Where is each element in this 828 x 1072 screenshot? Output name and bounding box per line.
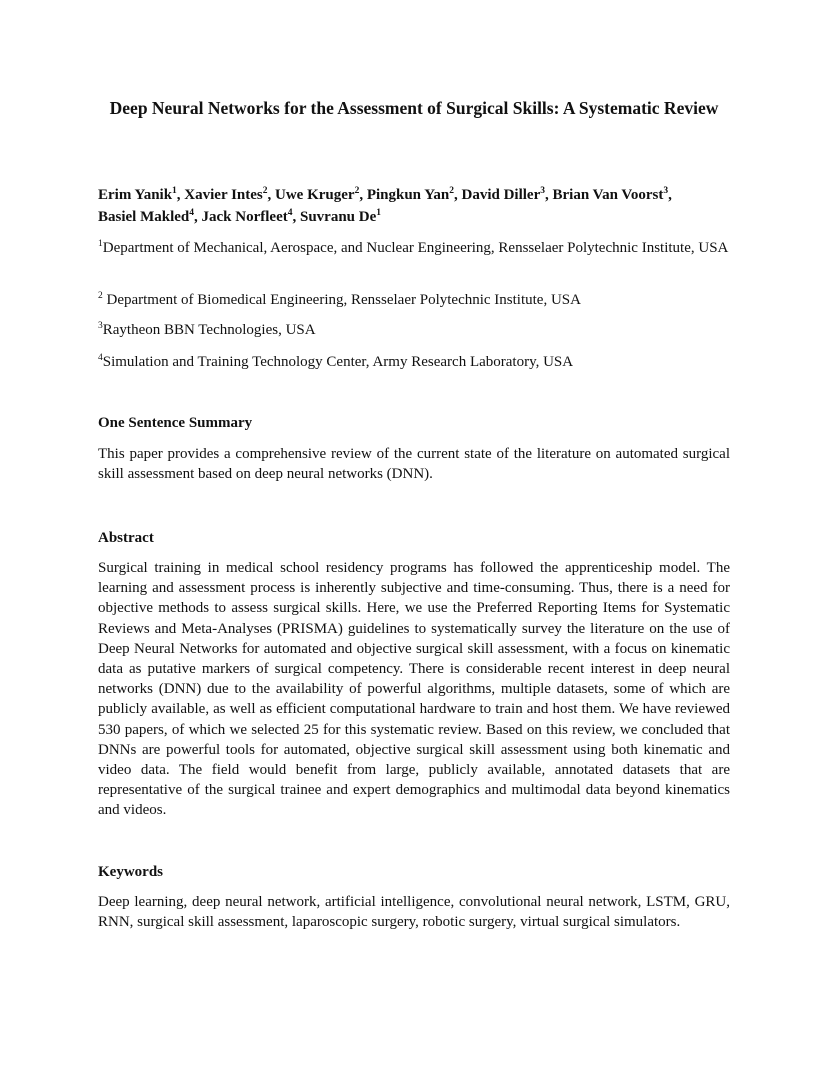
- affiliation-text: Department of Biomedical Engineering, Rensselaer Polytechnic Institute, USA: [102, 292, 581, 308]
- affiliation-mark: 2: [98, 291, 103, 301]
- paper-title: Deep Neural Networks for the Assessment of Surgical Skills: A Systematic Review: [109, 98, 719, 118]
- author-name: Basiel Makled: [98, 209, 190, 225]
- affiliation-text: Simulation and Training Technology Center, Army Research Laboratory, USA: [102, 354, 574, 370]
- author-name: Uwe Kruger: [275, 187, 355, 203]
- author-name: Jack Norfleet: [201, 209, 288, 225]
- author-affiliation-mark: 4: [189, 208, 195, 218]
- author-list: Erim Yanik$^1$, Xavier Intes$^2$, Uwe Kruger$^2$, Pingkun Yan$^2$, David Diller$^3$, Brian Van Voorst$^3$, Basiel Makled$^4$, Jack Norfleet$^4$, Suvranu De$^1$: [98, 186, 672, 225]
- affiliation-mark: 4: [98, 353, 103, 363]
- affiliation-4: [98, 352, 730, 373]
- affiliation-text: Department of Mechanical, Aerospace, and Nuclear Engineering, Rensselaer Polytechnic Institute, USA: [102, 240, 729, 256]
- author-affiliation-mark: 3: [540, 186, 545, 196]
- affiliation-text: Raytheon BBN Technologies, USA: [102, 322, 316, 338]
- abstract-text: Surgical training in medical school residency programs has followed the apprenticeship model. The learning and assessment process is inherently subjective and time-consuming. Thus, there is a need for objective methods to assess surgical skills. Here, we use the Preferred Reporting Items for Systematic Reviews and Meta-Analyses (PRISMA) guidelines to systematically survey the literature on the use of Deep Neural Networks for automated and objective surgical skill assessment, with a focus on kinematic data as putative markers of surgical competency. There is considerable recent interest in deep neural networks (DNN) due to the availability of powerful algorithms, multiple datasets, some of which are publicly available, as well as efficient computational hardware to train and host them. We have reviewed 530 papers, of which we selected 25 for this systematic review. Based on this review, we concluded that DNNs are powerful tools for automated, objective surgical skill assessment using both kinematic and video data. The field would benefit from large, publicly available, annotated datasets that are representative of the surgical trainee and expert demographics and multimodal data beyond kinematics and videos.: [98, 560, 730, 819]
- author-affiliation-mark: 1: [172, 186, 177, 196]
- affiliation-2: [98, 290, 730, 311]
- author-name: Brian Van Voorst: [552, 187, 664, 203]
- affiliation-mark: 1: [98, 239, 103, 249]
- author-affiliation-mark: 4: [287, 208, 293, 218]
- author-affiliation-mark: 1: [376, 208, 382, 218]
- keywords-heading: Keywords: [98, 864, 163, 880]
- author-name: Suvranu De: [299, 209, 377, 225]
- keywords-text: Deep learning, deep neural network, artificial intelligence, convolutional neural network, LSTM, GRU, RNN, surgical skill assessment, laparoscopic surgery, robotic surgery, virtual surgical simulators.: [98, 894, 730, 931]
- author-affiliation-mark: 2: [354, 186, 360, 196]
- abstract-heading: Abstract: [98, 530, 154, 546]
- author-name: David Diller: [461, 187, 541, 203]
- summary-text: This paper provides a comprehensive review of the current state of the literature on automated surgical skill assessment based on deep neural networks (DNN).: [98, 446, 730, 483]
- author-name: Pingkun Yan: [366, 187, 450, 203]
- author-affiliation-mark: 2: [449, 186, 454, 196]
- author-name: Erim Yanik: [98, 187, 173, 203]
- author-affiliation-mark: 2: [262, 186, 268, 196]
- author-affiliation-mark: 3: [663, 186, 669, 196]
- affiliation-3: [98, 320, 730, 341]
- affiliation-1: [98, 238, 730, 259]
- summary-heading: One Sentence Summary: [98, 415, 253, 431]
- affiliation-mark: 3: [98, 321, 103, 331]
- author-name: Xavier Intes: [184, 187, 263, 203]
